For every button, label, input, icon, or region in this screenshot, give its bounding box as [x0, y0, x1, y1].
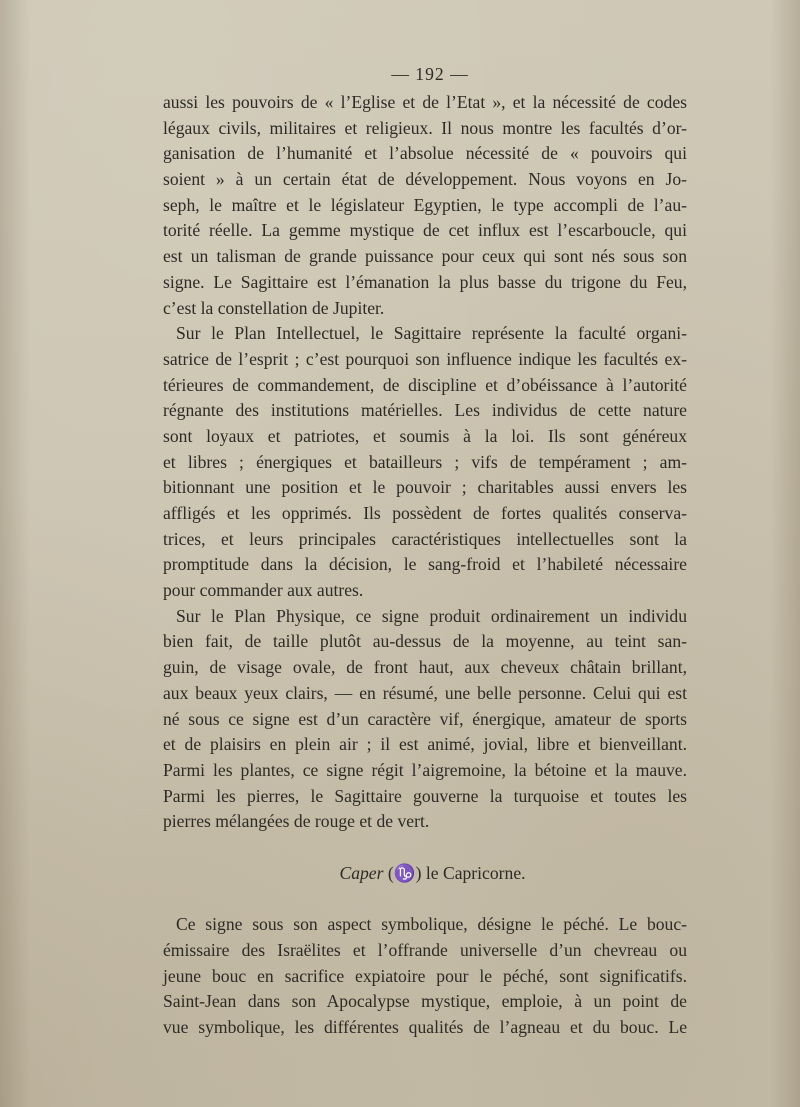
page-edge-shadow-left: [0, 0, 30, 1107]
paragraph-2: [163, 321, 687, 604]
text-line: aussi les pouvoirs de « l’Eglise et de l’Etat », et la nécessité de codes: [163, 92, 687, 112]
text-line: Saint-Jean dans son Apocalypse mystique, emploie, à un point de: [163, 991, 687, 1012]
text-line: Parmi les plantes, ce signe régit l’aigremoine, la bétoine et la mauve.: [163, 759, 687, 780]
text-line: c’est la constellation de Jupiter.: [163, 297, 385, 318]
page-edge-shadow-right: [770, 0, 800, 1107]
text-line: émissaire des Israëlites et l’offrande universelle d’un chevreau ou: [163, 940, 687, 960]
text-line: Parmi les pierres, le Sagittaire gouverne la turquoise et toutes les: [163, 785, 687, 806]
text-line: est un talisman de grande puissance pour ceux qui sont nés sous son: [163, 246, 687, 267]
text-line: pour commander aux autres.: [163, 580, 364, 601]
paragraph-3: [163, 604, 687, 835]
text-line: signe. Le Sagittaire est l’émanation la plus basse du trigone du Feu,: [163, 271, 687, 292]
text-line: seph, le maître et le législateur Egyptien, le type accompli de l’au-: [163, 194, 687, 215]
text-line: bien fait, de taille plutôt au-dessus de la moyenne, au teint san-: [163, 631, 687, 652]
text-line: légaux civils, militaires et religieux. Il nous montre les facultés d’or-: [163, 117, 687, 138]
text-line: torité réelle. La gemme mystique de cet influx est l’escarboucle, qui: [163, 220, 687, 241]
heading-latin-name: Caper: [339, 862, 384, 883]
text-line: Ce signe sous son aspect symbolique, désigne le péché. Le bouc-: [176, 914, 687, 935]
text-line: affligés et les opprimés. Ils possèdent de fortes qualités conserva-: [163, 503, 687, 523]
text-line: satrice de l’esprit ; c’est pourquoi son influence indique les facultés ex-: [163, 348, 687, 369]
capricorn-symbol: (♑): [387, 862, 422, 883]
text-line: ganisation de l’humanité et l’absolue nécessité de « pouvoirs qui: [163, 143, 687, 164]
page-text-block: [163, 62, 687, 1041]
text-line: aux beaux yeux clairs, — en résumé, une belle personne. Celui qui est: [163, 682, 687, 703]
text-line: trices, et leurs principales caractéristiques intellectuelles sont la: [163, 528, 687, 549]
text-line: né sous ce signe est d’un caractère vif, énergique, amateur de sports: [163, 708, 687, 729]
paragraph-1: [163, 90, 687, 321]
text-line: promptitude dans la décision, le sang-froid et l’habileté nécessaire: [163, 554, 687, 575]
text-line: térieures de commandement, de discipline et d’obéissance à l’autorité: [163, 374, 687, 395]
text-line: et de plaisirs en plein air ; il est animé, jovial, libre et bienveillant.: [163, 734, 687, 755]
text-line: sont loyaux et patriotes, et soumis à la loi. Ils sont généreux: [163, 425, 687, 446]
section-heading: [163, 861, 687, 887]
text-line: guin, de visage ovale, de front haut, aux cheveux châtain brillant,: [163, 657, 687, 678]
heading-french-name: le Capricorne.: [425, 862, 526, 883]
text-line: Sur le Plan Physique, ce signe produit ordinairement un individu: [176, 605, 687, 626]
paragraph-4: [163, 912, 687, 1040]
text-line: jeune bouc en sacrifice expiatoire pour le péché, sont significatifs.: [163, 965, 687, 986]
text-line: bitionnant une position et le pouvoir ; charitables aussi envers les: [163, 477, 687, 498]
page-number: — 192 —: [391, 64, 469, 84]
text-line: et libres ; énergiques et batailleurs ; vifs de tempérament ; am-: [163, 451, 687, 472]
text-line: soient » à un certain état de développement. Nous voyons en Jo-: [163, 169, 687, 190]
text-line: Sur le Plan Intellectuel, le Sagittaire représente la faculté organi-: [176, 323, 687, 344]
text-line: régnante des institutions matérielles. Les individus de cette nature: [163, 400, 687, 421]
text-line: vue symbolique, les différentes qualités de l’agneau et du bouc. Le: [163, 1017, 687, 1038]
text-line: pierres mélangées de rouge et de vert.: [163, 811, 430, 832]
